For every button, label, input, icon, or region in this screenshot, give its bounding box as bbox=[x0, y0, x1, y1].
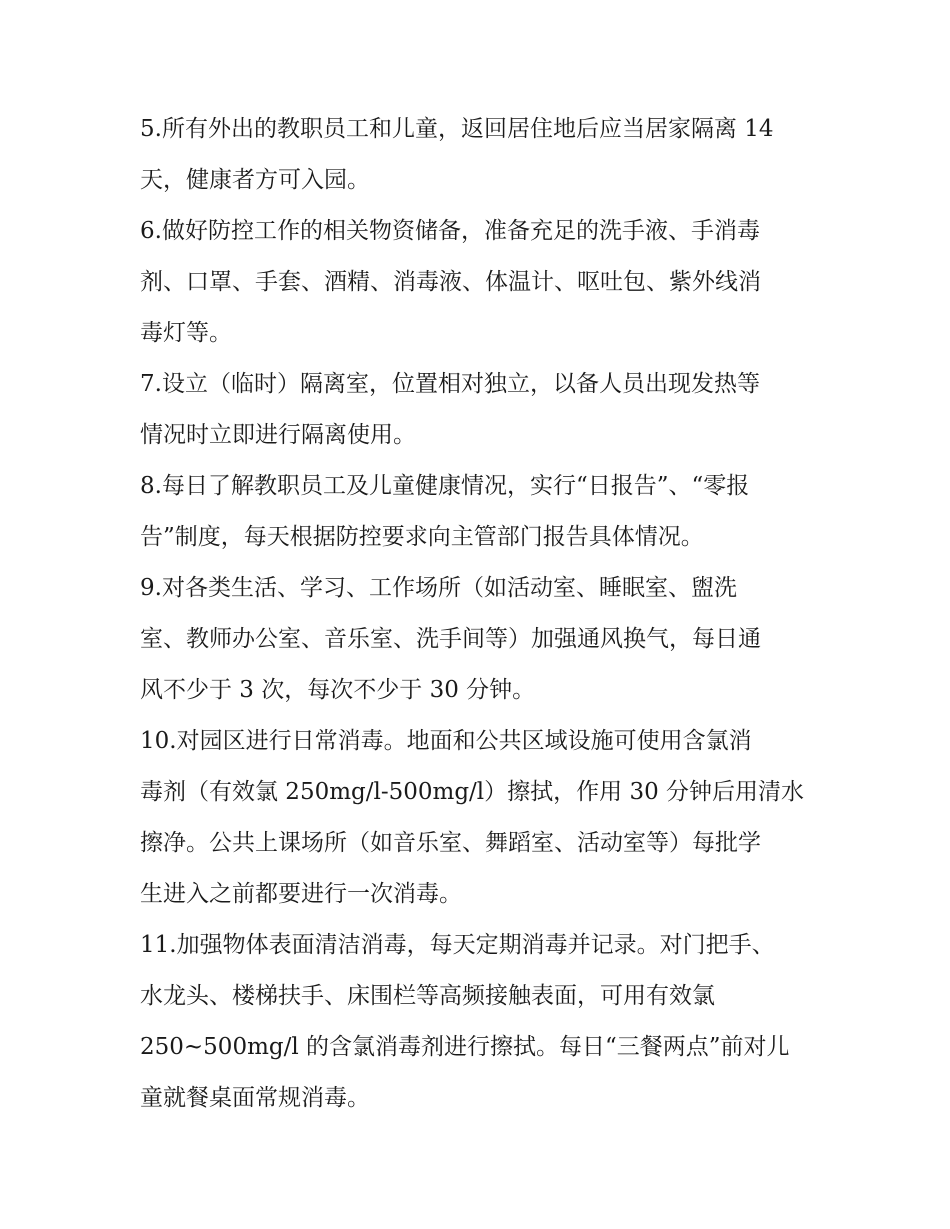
text-line: 7.设立（临时）隔离室，位置相对独立，以备人员出现发热等 bbox=[140, 371, 760, 397]
text-line: 生进入之前都要进行一次消毒。 bbox=[140, 881, 462, 907]
text-line: 剂、口罩、手套、酒精、消毒液、体温计、呕吐包、紫外线消 bbox=[140, 269, 761, 295]
text-line: 5.所有外出的教职员工和儿童，返回居住地后应当居家隔离 14 bbox=[140, 116, 774, 142]
text-line: 250~500mg/l 的含氯消毒剂进行擦拭。每日“三餐两点”前对儿 bbox=[140, 1034, 790, 1060]
text-line: 室、教师办公室、音乐室、洗手间等）加强通风换气，每日通 bbox=[140, 626, 761, 652]
text-line: 毒剂（有效氯 250mg/l-500mg/l）擦拭，作用 30 分钟后用清水 bbox=[140, 779, 805, 805]
text-line: 毒灯等。 bbox=[140, 320, 232, 346]
text-line: 11.加强物体表面清洁消毒，每天定期消毒并记录。对门把手、 bbox=[140, 932, 775, 958]
text-line: 8.每日了解教职员工及儿童健康情况，实行“日报告”、“零报 bbox=[140, 473, 750, 499]
text-line: 童就餐桌面常规消毒。 bbox=[140, 1085, 370, 1111]
text-line: 6.做好防控工作的相关物资储备，准备充足的洗手液、手消毒 bbox=[140, 218, 760, 244]
text-line: 擦净。公共上课场所（如音乐室、舞蹈室、活动室等）每批学 bbox=[140, 830, 761, 856]
text-line: 水龙头、楼梯扶手、床围栏等高频接触表面，可用有效氯 bbox=[140, 983, 715, 1009]
text-line: 天，健康者方可入园。 bbox=[140, 167, 370, 193]
text-line: 告”制度，每天根据防控要求向主管部门报告具体情况。 bbox=[140, 524, 704, 550]
text-line: 9.对各类生活、学习、工作场所（如活动室、睡眠室、盥洗 bbox=[140, 575, 737, 601]
document-body bbox=[140, 104, 820, 1124]
text-line: 10.对园区进行日常消毒。地面和公共区域设施可使用含氯消 bbox=[140, 728, 752, 754]
text-line: 风不少于 3 次，每次不少于 30 分钟。 bbox=[140, 677, 536, 703]
text-line: 情况时立即进行隔离使用。 bbox=[140, 422, 416, 448]
